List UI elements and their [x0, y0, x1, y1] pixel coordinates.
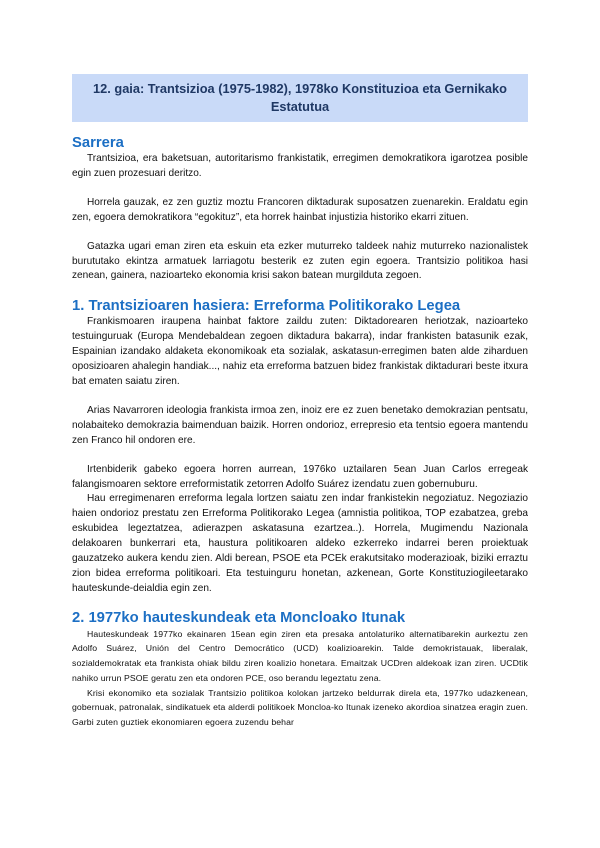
paragraph: Trantsizioa, era baketsuan, autoritarismo frankistatik, erregimen demokratikora igarotzea posible egin zuen prozesuari deritzo.	[72, 153, 528, 179]
paragraph: Krisi ekonomiko eta sozialak Trantsizio politikoa kolokan jartzeko beldurrak direla eta, 1977ko udazkenean, gobernuak, patronalak, sindikatuek eta alderdi politikoek Moncloa-ko Itunak izeneko akordioa sinatzea eragin zuen. Garbi zuten guztiek ekonomiaren egoera zuzendu behar	[72, 687, 528, 727]
paragraph: Irtenbiderik gabeko egoera horren aurrean, 1976ko uztailaren 5ean Juan Carlos erregeak falangismoaren sektore erreformistatik zetorren Adolfo Suárez izendatu zuen gobernuburu.	[72, 463, 528, 490]
section-heading-sarrera: Sarrera	[72, 135, 124, 151]
section-heading-trantsizioaren-hasiera: 1. Trantsizioaren hasiera: Erreforma Politikorako Legea	[72, 298, 461, 315]
document-title: 12. gaia: Trantsizioa (1975-1982), 1978ko Konstituzioa eta Gernikako Estatutua	[72, 74, 528, 122]
paragraph: Hau erregimenaren erreforma legala lortzen saiatu zen indar frankistekin negoziatuz. Negoziazio haien ondorioz prestatu zen Erreforma Politikorako Legea (amnistia politikoa, TOP ezabatzea, greba eskubidea legeztatzea, adierazpen askatasuna ezartzea..). Horrela, Mugimendu Nazionala delakoaren bunkerrari eta, haustura politikoaren aldeko ezkerreko indarrei beren proiektuak gauzatzeko aukera kendu zien. Aldi berean, PSOE eta PCEk erakutsitako moderazioak, biziki erraztu zion bidea erreforma politikoari. Eta testuinguru honetan, azkenean, Gorte Konstituziogileetarako hauteskunde-deialdia egin zen.	[72, 493, 528, 594]
paragraph: Arias Navarroren ideologia frankista irmoa zen, inoiz ere ez zuen benetako demokrazian pentsatu, nolabaiteko demokrazia baimenduan baizik. Horren ondorioz, errepresio eta tentsio egoera mantendu zen Franco hil ondoren ere.	[72, 404, 528, 446]
document-body	[72, 131, 528, 730]
paragraph: Frankismoaren iraupena hainbat faktore zaildu zuten: Diktadorearen heriotzak, nazioarteko testuinguruak (Europa Mendebaldean zegoen diktadura bakarra), indar frankisten batasunik ezak, Espainian izandako aldaketa ekonomikoak eta sozialak, askatasun-erregimen baten alde ziharduen oposizioaren ahalegin handiak..., nahiz eta erreforma batzuen bidez frankistak diktadurari beste itxura bat ematen saiatu ziren.	[72, 316, 528, 387]
paragraph: Horrela gauzak, ez zen guztiz moztu Francoren diktadurak suposatzen zuenarekin. Eraldatu egin zen, egoera demokratikora “egokituz”, eta horrek hainbat injustizia historiko ekarri zituen.	[72, 196, 528, 223]
section-heading-1977ko-hauteskundeak: 2. 1977ko hauteskundeak eta Moncloako Itunak	[72, 609, 406, 626]
paragraph: Hauteskundeak 1977ko ekainaren 15ean egin ziren eta presaka antolaturiko alternatibarekin aurkeztu zen Adolfo Suárez, Unión del Centro Democrático (UCD) koalizioarekin. Talde demokristauak, liberalak, sozialdemokratak eta frankista ohiak bildu ziren koalizio honetara. Emaitzak UCDren aldekoak izan ziren. UCDtik nahiko urrun PSOE geratu zen eta ondoren PCE, oso berandu legeztatu zena.	[72, 628, 528, 683]
paragraph: Gatazka ugari eman ziren eta eskuin eta ezker muturreko taldeek nahiz muturreko nazionalistek burututako ekintza armatuek larriagotu besterik ez zuten egin egoera. Trantsizio politikoa hasi zenean, gainera, nazioarteko ekonomia krisi sakon batean murgilduta zegoen.	[72, 240, 528, 282]
